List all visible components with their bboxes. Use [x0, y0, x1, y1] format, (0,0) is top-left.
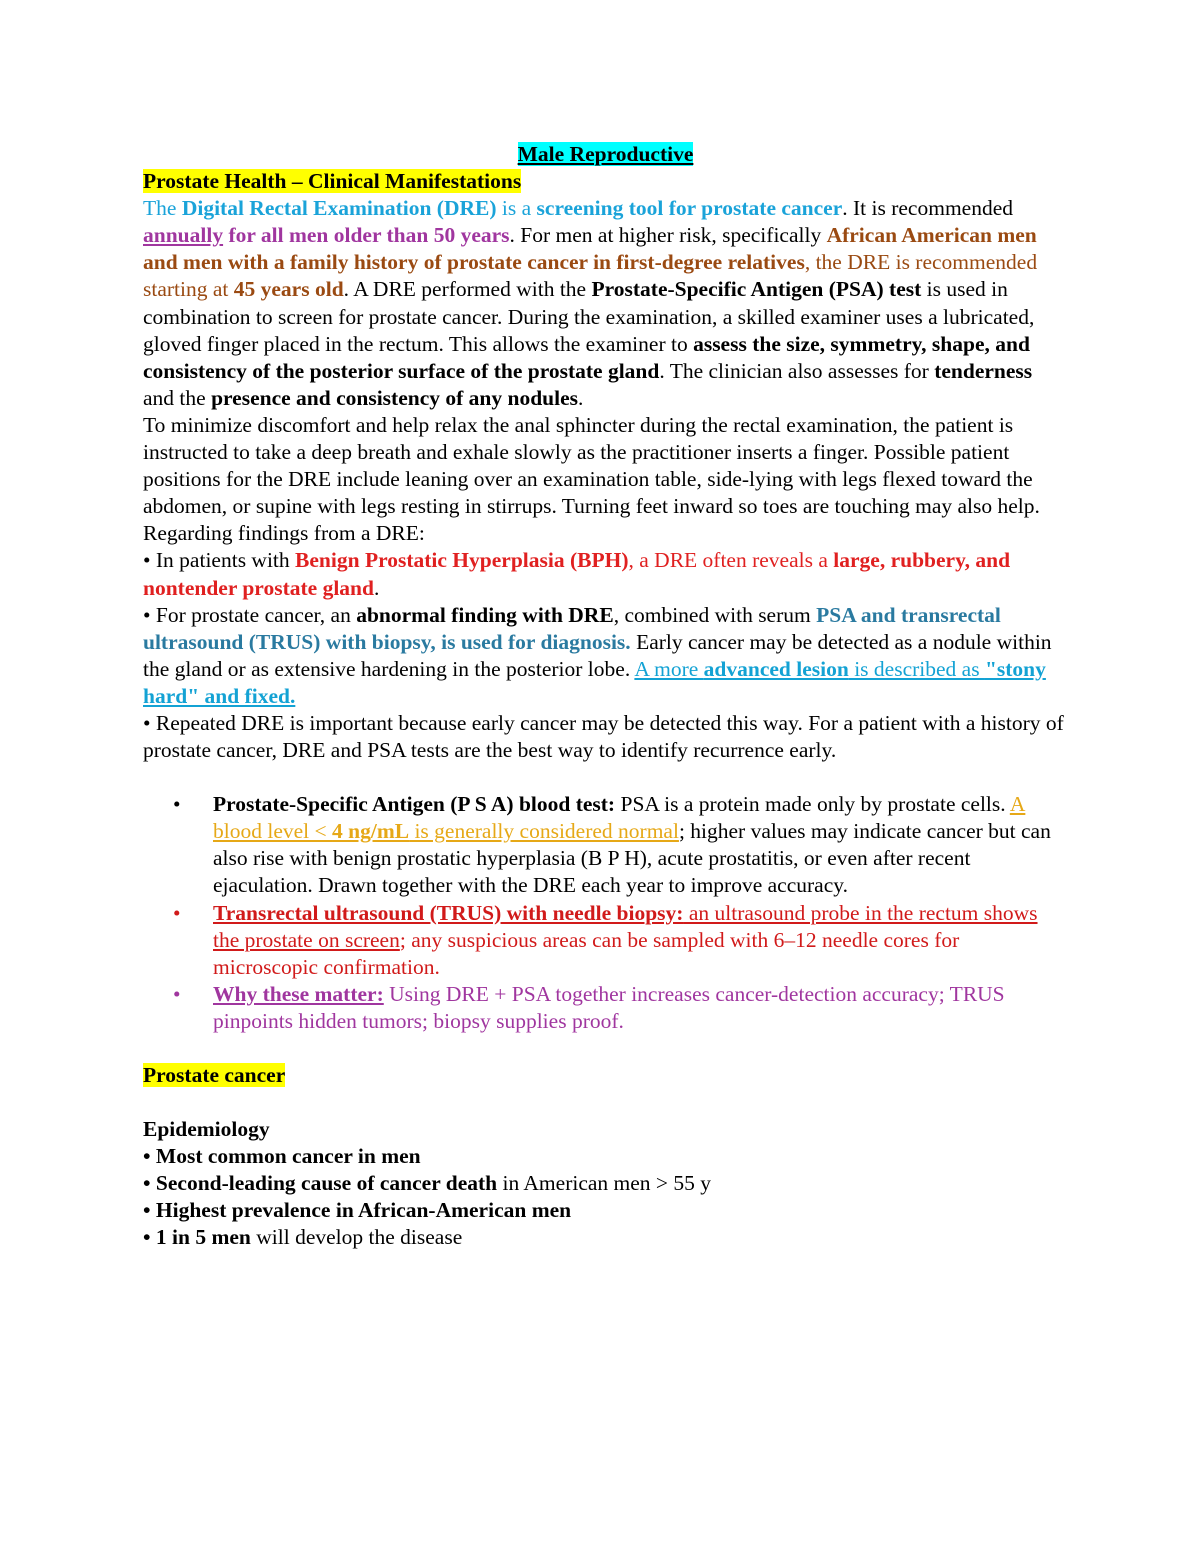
- dre-text: is used in combination to screen for prostate cancer. During the examination, a skilled examiner uses a lubricated, gloved finger placed in the rectum. This allows the examiner to: [143, 277, 1035, 356]
- dre-age-45: 45 years old: [233, 277, 344, 302]
- section-heading-prostate-health: Prostate Health – Clinical Manifestations: [143, 169, 522, 194]
- finding-text: Early cancer may be detected as a nodule within the gland or as extensive hardening in the posterior lobe.: [143, 629, 1052, 681]
- bullet-dot: •: [173, 792, 181, 817]
- trus-text: ; any suspicious areas can be sampled with 6–12 needle cores for microscopic confirmation.: [213, 927, 960, 979]
- dre-text: . It is recommended: [842, 196, 1014, 221]
- spacer: [143, 764, 1068, 791]
- epi-bold: Most common cancer in men: [155, 1144, 421, 1169]
- dre-assessment: assess the size, symmetry, shape, and consistency of the posterior surface of the prostate gland: [143, 331, 1030, 383]
- list-item-psa: [143, 791, 1068, 899]
- dre-positioning-paragraph: To minimize discomfort and help relax the anal sphincter during the rectal examination, the patient is instructed to take a deep breath and exhale slowly as the practitioner inserts a finger. Possible patient positions for the DRE include leaning over an examination table, side-lying with legs flexed toward the abdomen, or supine with legs resting in stirrups. Turning feet inward so toes are touching may also help.: [143, 412, 1040, 519]
- advanced-lesion-text: is described as: [848, 656, 985, 681]
- epi-bold: Second-leading cause of cancer death: [155, 1171, 498, 1196]
- psa-normal-level: is generally considered normal: [409, 819, 679, 844]
- spacer: [143, 1035, 1068, 1062]
- epi-item: [143, 1197, 1068, 1224]
- dre-text: and the: [143, 385, 212, 410]
- epi-item: [143, 1143, 1068, 1170]
- why-term: Why these matter:: [213, 981, 384, 1006]
- dre-text: , the DRE is recommended starting at: [143, 250, 1038, 302]
- finding-bph: [143, 547, 1068, 601]
- dre-high-risk-group: African American men and men with a family history of prostate cancer in first-degree relatives: [143, 223, 1037, 275]
- finding-text: • For prostate cancer, an: [143, 602, 357, 627]
- dre-tenderness: tenderness: [934, 358, 1033, 383]
- section-heading-prostate-cancer: Prostate cancer: [143, 1063, 286, 1087]
- epidemiology-heading: Epidemiology: [143, 1117, 270, 1142]
- dre-nodules: presence and consistency of any nodules: [211, 385, 578, 410]
- list-item-trus: [143, 900, 1068, 981]
- bph-finding: large, rubbery, and nontender prostate gland: [143, 548, 1011, 600]
- epi-item: [143, 1170, 1068, 1197]
- section-heading-line: [143, 168, 1068, 195]
- epi-bullet: •: [143, 1144, 156, 1169]
- abnormal-finding: abnormal finding with DRE: [356, 602, 614, 627]
- dre-text: . The clinician also assesses for: [659, 358, 935, 383]
- finding-text: , combined with serum: [613, 602, 817, 627]
- document-body: [143, 141, 1068, 1252]
- why-text: Using DRE + PSA together increases cancer-detection accuracy; TRUS pinpoints hidden tumors; biopsy supplies proof.: [213, 981, 1005, 1033]
- bph-term: Benign Prostatic Hyperplasia (BPH): [295, 548, 629, 573]
- epi-rest: in American men > 55 y: [497, 1171, 712, 1196]
- epi-item: [143, 1224, 1068, 1251]
- epi-bullet: •: [143, 1171, 156, 1196]
- spacer: [143, 1089, 1068, 1116]
- dre-paragraph: [143, 195, 1068, 412]
- epi-bold: Highest prevalence in African-American men: [155, 1198, 572, 1223]
- finding-repeated-dre: • Repeated DRE is important because early cancer may be detected this way. For a patient with a history of prostate cancer, DRE and PSA tests are the best way to identify recurrence early.: [143, 710, 1064, 763]
- epi-bullet: •: [143, 1225, 156, 1250]
- dre-text: is a: [496, 196, 537, 221]
- document-title: Male Reproductive: [517, 142, 694, 166]
- epi-bold: 1 in 5 men: [155, 1225, 251, 1250]
- diagnosis-methods: PSA and transrectal ultrasound (TRUS) with biopsy, is used for diagnosis.: [143, 602, 1001, 654]
- advanced-lesion-term: advanced lesion: [703, 656, 849, 681]
- finding-cancer: [143, 602, 1068, 710]
- epidemiology-heading-line: [143, 1116, 1068, 1143]
- section-heading-line: [143, 1062, 1068, 1089]
- epi-bullet: •: [143, 1198, 156, 1223]
- dre-text: . A DRE performed with the: [343, 277, 592, 302]
- dre-text: The: [143, 196, 182, 221]
- dre-findings-intro: Regarding findings from a DRE:: [143, 521, 425, 546]
- psa-test-term: Prostate-Specific Antigen (PSA) test: [591, 277, 922, 302]
- psa-blood-test-term: Prostate-Specific Antigen (P S A) blood test:: [213, 792, 616, 817]
- dre-text: . For men at higher risk, specifically: [509, 223, 827, 248]
- psa-threshold: 4 ng/mL: [332, 819, 410, 844]
- psa-text: ; higher values may indicate cancer but can also rise with benign prostatic hyperplasia (B P H), acute prostatitis, or even after recent ejaculation. Drawn together with the DRE each year to improve accuracy.: [213, 819, 1051, 898]
- dre-annually: annually: [143, 223, 224, 248]
- bullet-dot: •: [173, 900, 181, 925]
- dre-term: Digital Rectal Examination (DRE): [181, 196, 497, 221]
- bullet-dot: •: [173, 981, 181, 1006]
- stony-hard-term: "stony hard" and fixed.: [143, 656, 1046, 708]
- list-item-why: [143, 981, 1068, 1035]
- dre-age-50: for all men older than 50 years: [223, 223, 510, 248]
- finding-text: • In patients with: [143, 548, 296, 573]
- trus-term: Transrectal ultrasound (TRUS) with needle biopsy:: [213, 900, 684, 925]
- dre-text: .: [578, 385, 584, 410]
- finding-text: , a DRE often reveals a: [628, 548, 834, 573]
- document-title-line: [143, 141, 1068, 168]
- dre-screening-tool: screening tool for prostate cancer: [536, 196, 843, 221]
- psa-normal-level: A blood level <: [213, 792, 1026, 844]
- psa-text: PSA is a protein made only by prostate cells.: [615, 792, 1010, 817]
- advanced-lesion-text: A more: [634, 656, 704, 681]
- epi-rest: will develop the disease: [250, 1225, 463, 1250]
- diagnostic-tests-list: [143, 791, 1068, 1035]
- finding-text: .: [373, 575, 380, 600]
- trus-text: an ultrasound probe in the rectum shows the prostate on screen: [213, 900, 1038, 952]
